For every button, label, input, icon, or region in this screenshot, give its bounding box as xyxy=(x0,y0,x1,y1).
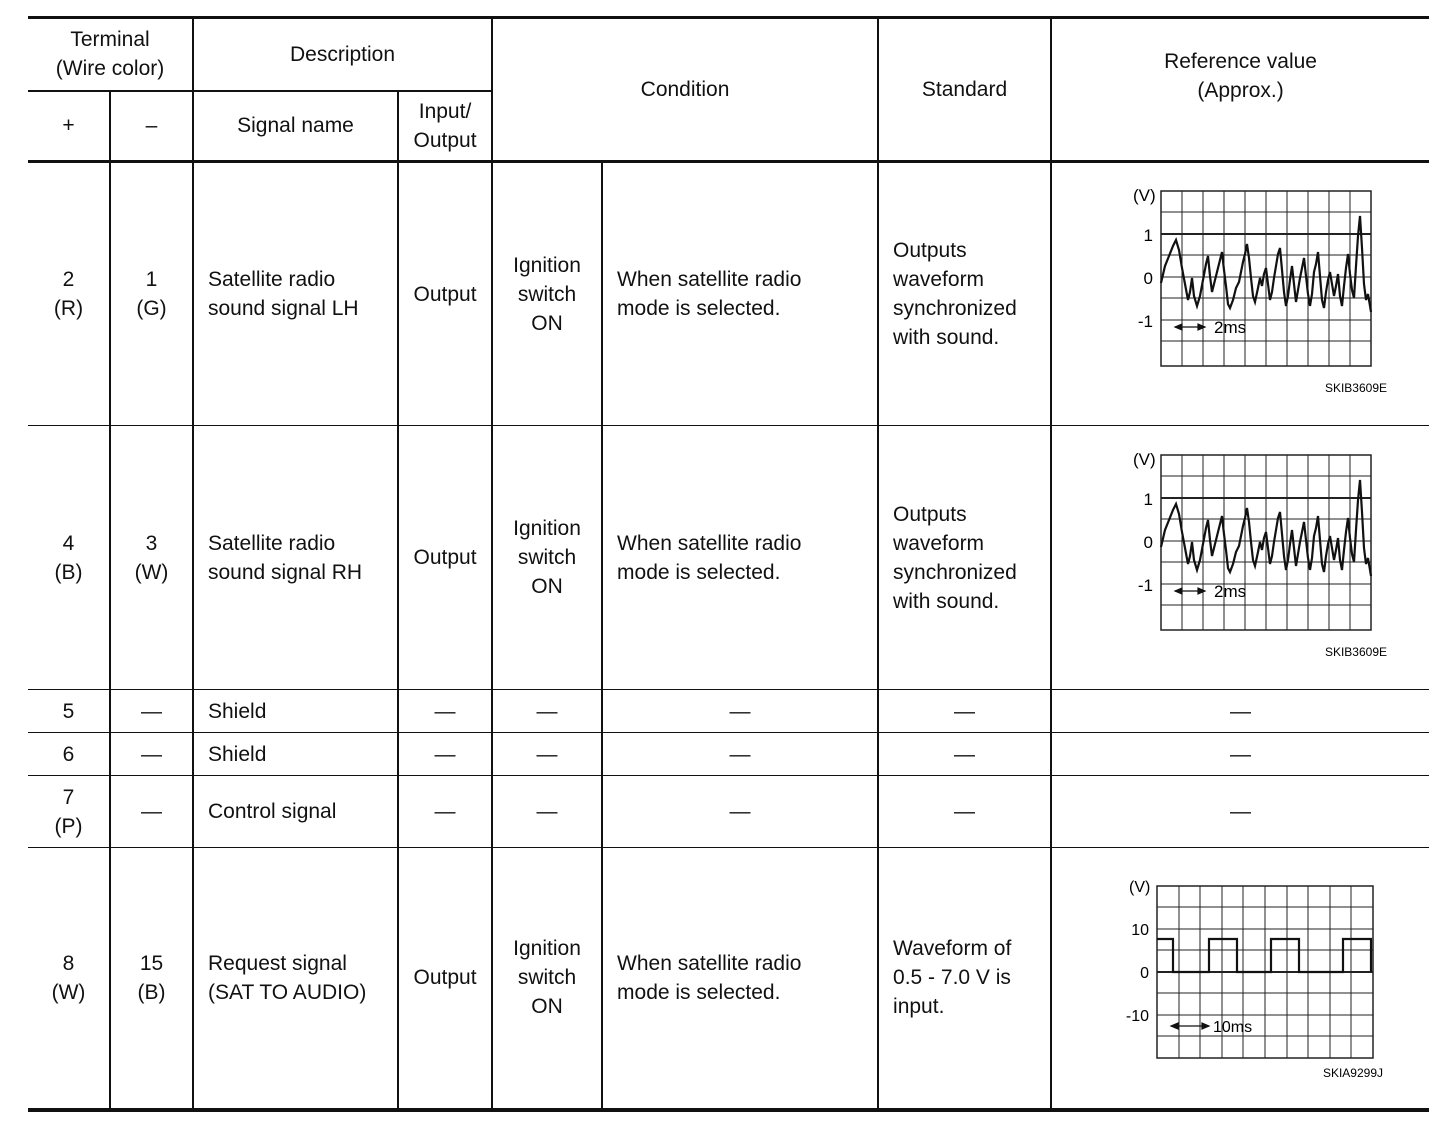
header-input-output: Input/ Output xyxy=(398,91,492,162)
signal-name: Shield xyxy=(193,733,398,776)
y-tick-label: 1 xyxy=(1143,489,1153,509)
condition-ignition: — xyxy=(492,733,602,776)
header-signal-name: Signal name xyxy=(193,91,398,162)
time-scale-marker xyxy=(1171,1023,1209,1029)
terminal-plus: 8 (W) xyxy=(28,848,110,1110)
signal-name: Control signal xyxy=(193,776,398,848)
waveform-figure xyxy=(1091,188,1391,400)
y-tick-label: -1 xyxy=(1137,312,1153,331)
header-terminal: Terminal (Wire color) xyxy=(28,18,193,91)
terminal-plus: 6 xyxy=(28,733,110,776)
terminal-plus: 7 (P) xyxy=(28,776,110,848)
standard-value: Outputs waveform synchronized with sound. xyxy=(878,162,1051,426)
reference-value: — xyxy=(1051,776,1429,848)
standard-value: — xyxy=(878,733,1051,776)
terminal-plus: 2 (R) xyxy=(28,162,110,426)
y-tick-label: 10 xyxy=(1130,921,1149,939)
y-tick-label: 0 xyxy=(1143,532,1153,552)
condition-detail: — xyxy=(602,733,878,776)
condition-ignition: Ignition switch ON xyxy=(492,848,602,1110)
figure-code: SKIA9299J xyxy=(1322,1065,1383,1080)
condition-ignition: Ignition switch ON xyxy=(492,162,602,426)
input-output: — xyxy=(398,776,492,848)
standard-value: — xyxy=(878,690,1051,733)
header-description: Description xyxy=(193,18,492,91)
y-unit-label: (V) xyxy=(1132,451,1156,469)
reference-waveform-request xyxy=(1051,848,1429,1110)
time-scale-marker xyxy=(1175,588,1205,594)
time-scale-label: 10ms xyxy=(1212,1018,1252,1036)
table-row xyxy=(28,848,1429,1110)
figure-code: SKIB3609E xyxy=(1324,381,1387,395)
condition-ignition: Ignition switch ON xyxy=(492,426,602,690)
terminal-minus: — xyxy=(110,733,193,776)
waveform-trace xyxy=(1157,939,1371,972)
input-output: Output xyxy=(398,162,492,426)
time-scale-label: 2ms xyxy=(1213,581,1246,601)
time-scale-label: 2ms xyxy=(1213,318,1246,337)
table-row xyxy=(28,733,1429,776)
condition-ignition: — xyxy=(492,776,602,848)
reference-value: — xyxy=(1051,733,1429,776)
table-row xyxy=(28,162,1429,426)
terminal-minus: 3 (W) xyxy=(110,426,193,690)
figure-code: SKIB3609E xyxy=(1324,644,1387,659)
condition-detail: — xyxy=(602,690,878,733)
terminal-reference-table xyxy=(28,16,1429,1112)
y-tick-label: 0 xyxy=(1143,269,1153,288)
input-output: Output xyxy=(398,848,492,1110)
y-tick-label: 0 xyxy=(1139,964,1149,982)
reference-waveform-lh xyxy=(1051,162,1429,426)
condition-detail: — xyxy=(602,776,878,848)
waveform-figure xyxy=(1091,872,1391,1084)
y-unit-label: (V) xyxy=(1132,188,1156,205)
table-row xyxy=(28,426,1429,690)
header-reference-value: Reference value (Approx.) xyxy=(1051,18,1429,162)
input-output: — xyxy=(398,733,492,776)
reference-waveform-rh xyxy=(1051,426,1429,690)
header-standard: Standard xyxy=(878,18,1051,162)
terminal-minus: 1 (G) xyxy=(110,162,193,426)
reference-value: — xyxy=(1051,690,1429,733)
table-row xyxy=(28,690,1429,733)
table-row xyxy=(28,776,1429,848)
input-output: — xyxy=(398,690,492,733)
terminal-minus: 15 (B) xyxy=(110,848,193,1110)
header-plus: + xyxy=(28,91,110,162)
terminal-plus: 5 xyxy=(28,690,110,733)
standard-value: — xyxy=(878,776,1051,848)
signal-name: Satellite radio sound signal LH xyxy=(193,162,398,426)
time-scale-marker xyxy=(1175,324,1205,330)
standard-value: Outputs waveform synchronized with sound. xyxy=(878,426,1051,690)
y-tick-label: -10 xyxy=(1125,1007,1149,1025)
condition-detail: When satellite radio mode is selected. xyxy=(602,848,878,1110)
condition-ignition: — xyxy=(492,690,602,733)
signal-name: Shield xyxy=(193,690,398,733)
terminal-plus: 4 (B) xyxy=(28,426,110,690)
signal-name: Satellite radio sound signal RH xyxy=(193,426,398,690)
y-tick-label: 1 xyxy=(1143,226,1153,245)
y-unit-label: (V) xyxy=(1128,878,1150,896)
header-condition: Condition xyxy=(492,18,878,162)
standard-value: Waveform of 0.5 - 7.0 V is input. xyxy=(878,848,1051,1110)
condition-detail: When satellite radio mode is selected. xyxy=(602,162,878,426)
terminal-minus: — xyxy=(110,690,193,733)
terminal-minus: — xyxy=(110,776,193,848)
signal-name: Request signal (SAT TO AUDIO) xyxy=(193,848,398,1110)
input-output: Output xyxy=(398,426,492,690)
waveform-figure xyxy=(1091,452,1391,664)
condition-detail: When satellite radio mode is selected. xyxy=(602,426,878,690)
y-tick-label: -1 xyxy=(1137,575,1153,595)
header-minus: – xyxy=(110,91,193,162)
